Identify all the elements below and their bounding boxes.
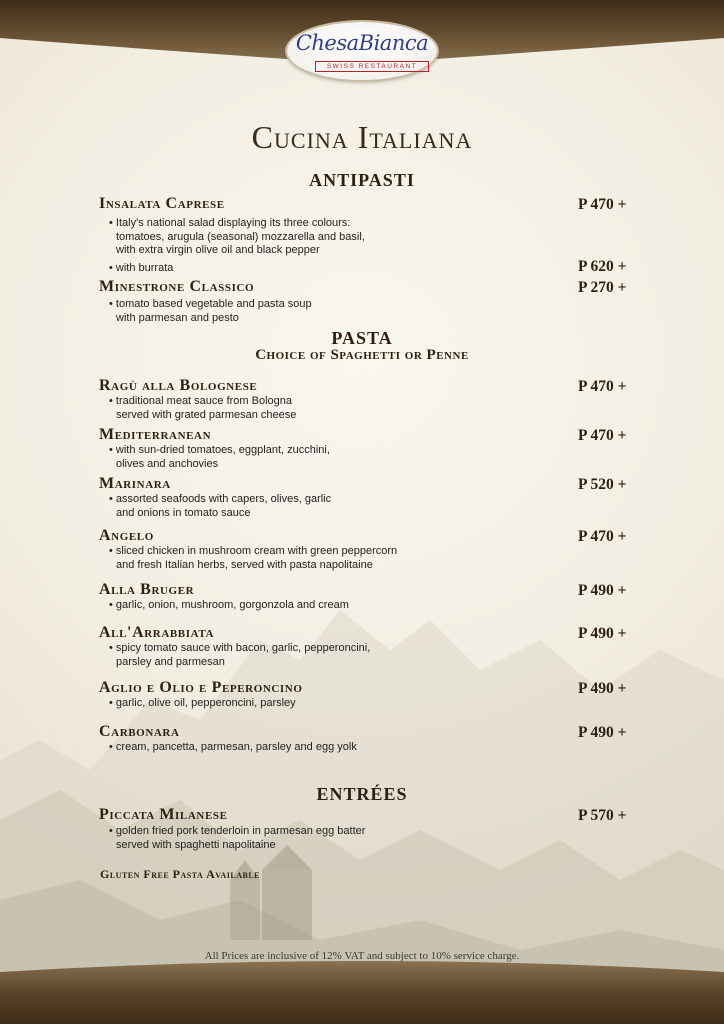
menu-item-description <box>109 599 349 613</box>
menu-item-name: All'Arrabbiata <box>99 624 215 641</box>
description-line: • with burrata <box>109 262 174 274</box>
description-line: with extra virgin olive oil and black pepper <box>116 244 320 256</box>
description-line: • spicy tomato sauce with bacon, garlic, pepperoncini, <box>109 642 371 654</box>
description-line: tomatoes, arugula (seasonal) mozzarella and basil, <box>116 230 365 243</box>
menu-item-description <box>109 298 312 325</box>
menu-item-name: Piccata Milanese <box>99 806 228 823</box>
description-line: served with spaghetti napolitaine <box>116 838 276 851</box>
menu-item-price: P 490 + <box>578 582 627 599</box>
menu-item-name: Ragù alla Bolognese <box>99 377 258 394</box>
menu-item-price: P 270 + <box>578 279 627 296</box>
gluten-free-note: Gluten Free Pasta Available <box>100 867 261 881</box>
menu-item-price: P 490 + <box>578 724 627 741</box>
menu-item-name: Carbonara <box>99 723 180 740</box>
menu-item-description <box>109 395 296 422</box>
description-line: and onions in tomato sauce <box>116 506 251 519</box>
menu-item-name: Aglio e Olio e Peperoncino <box>99 679 303 696</box>
menu-item-description <box>109 262 173 276</box>
description-line: parsley and parmesan <box>116 655 225 668</box>
menu-item-price: P 620 + <box>578 258 627 275</box>
menu-item-description <box>109 642 370 669</box>
description-line: and fresh Italian herbs, served with pasta napolitaine <box>116 558 373 571</box>
description-line: • garlic, onion, mushroom, gorgonzola and cream <box>109 599 349 611</box>
description-line: • tomato based vegetable and pasta soup <box>109 298 312 310</box>
antipasti-heading: ANTIPASTI <box>309 170 415 190</box>
menu-item-price: P 490 + <box>578 625 627 642</box>
menu-item-price: P 470 + <box>578 528 627 545</box>
menu-item-description <box>109 697 296 711</box>
menu-item-price: P 470 + <box>578 427 627 444</box>
menu-item-price: P 470 + <box>578 196 627 213</box>
page-title: Cucina Italiana <box>251 119 473 155</box>
menu-item-price: P 520 + <box>578 476 627 493</box>
menu-item-description <box>109 493 331 520</box>
description-line: served with grated parmesan cheese <box>116 408 297 421</box>
entrees-heading: ENTRÉES <box>316 784 408 804</box>
logo-script-text: ChesaBianca <box>295 31 429 55</box>
restaurant-logo <box>287 22 437 80</box>
footer-band <box>0 954 724 1024</box>
menu-item-name: Alla Bruger <box>99 581 195 598</box>
menu-item-name: Mediterranean <box>99 426 212 443</box>
menu-item-name: Insalata Caprese <box>99 195 225 212</box>
menu-item-description <box>109 444 330 471</box>
description-line: • Italy's national salad displaying its three colours: <box>109 217 351 229</box>
description-line: • golden fried pork tenderloin in parmesan egg batter <box>109 825 366 837</box>
menu-item-price: P 490 + <box>578 680 627 697</box>
description-line: olives and anchovies <box>116 457 219 470</box>
menu-item-description <box>109 741 357 755</box>
description-line: • traditional meat sauce from Bologna <box>109 395 293 407</box>
menu-item-name: Marinara <box>99 475 171 492</box>
menu-item-name: Angelo <box>99 527 154 544</box>
description-line: • cream, pancetta, parmesan, parsley and egg yolk <box>109 741 357 753</box>
menu-item-name: Minestrone Classico <box>99 278 255 295</box>
logo-tagline: SWISS RESTAURANT <box>315 61 429 72</box>
price-disclaimer: All Prices are inclusive of 12% VAT and subject to 10% service charge. <box>204 950 520 962</box>
menu-item-description <box>109 217 365 258</box>
pasta-subheading: Choice of Spaghetti or Penne <box>255 347 469 363</box>
menu-item-description <box>109 825 365 852</box>
description-line: • assorted seafoods with capers, olives, garlic <box>109 493 332 505</box>
menu-item-price: P 570 + <box>578 807 627 824</box>
menu-item-price: P 470 + <box>578 378 627 395</box>
description-line: • garlic, olive oil, pepperoncini, parsley <box>109 697 296 709</box>
description-line: • sliced chicken in mushroom cream with green peppercorn <box>109 545 398 557</box>
menu-item-description <box>109 545 397 572</box>
pasta-heading: PASTA <box>331 328 393 348</box>
description-line: with parmesan and pesto <box>116 311 239 324</box>
description-line: • with sun-dried tomatoes, eggplant, zucchini, <box>109 444 330 456</box>
